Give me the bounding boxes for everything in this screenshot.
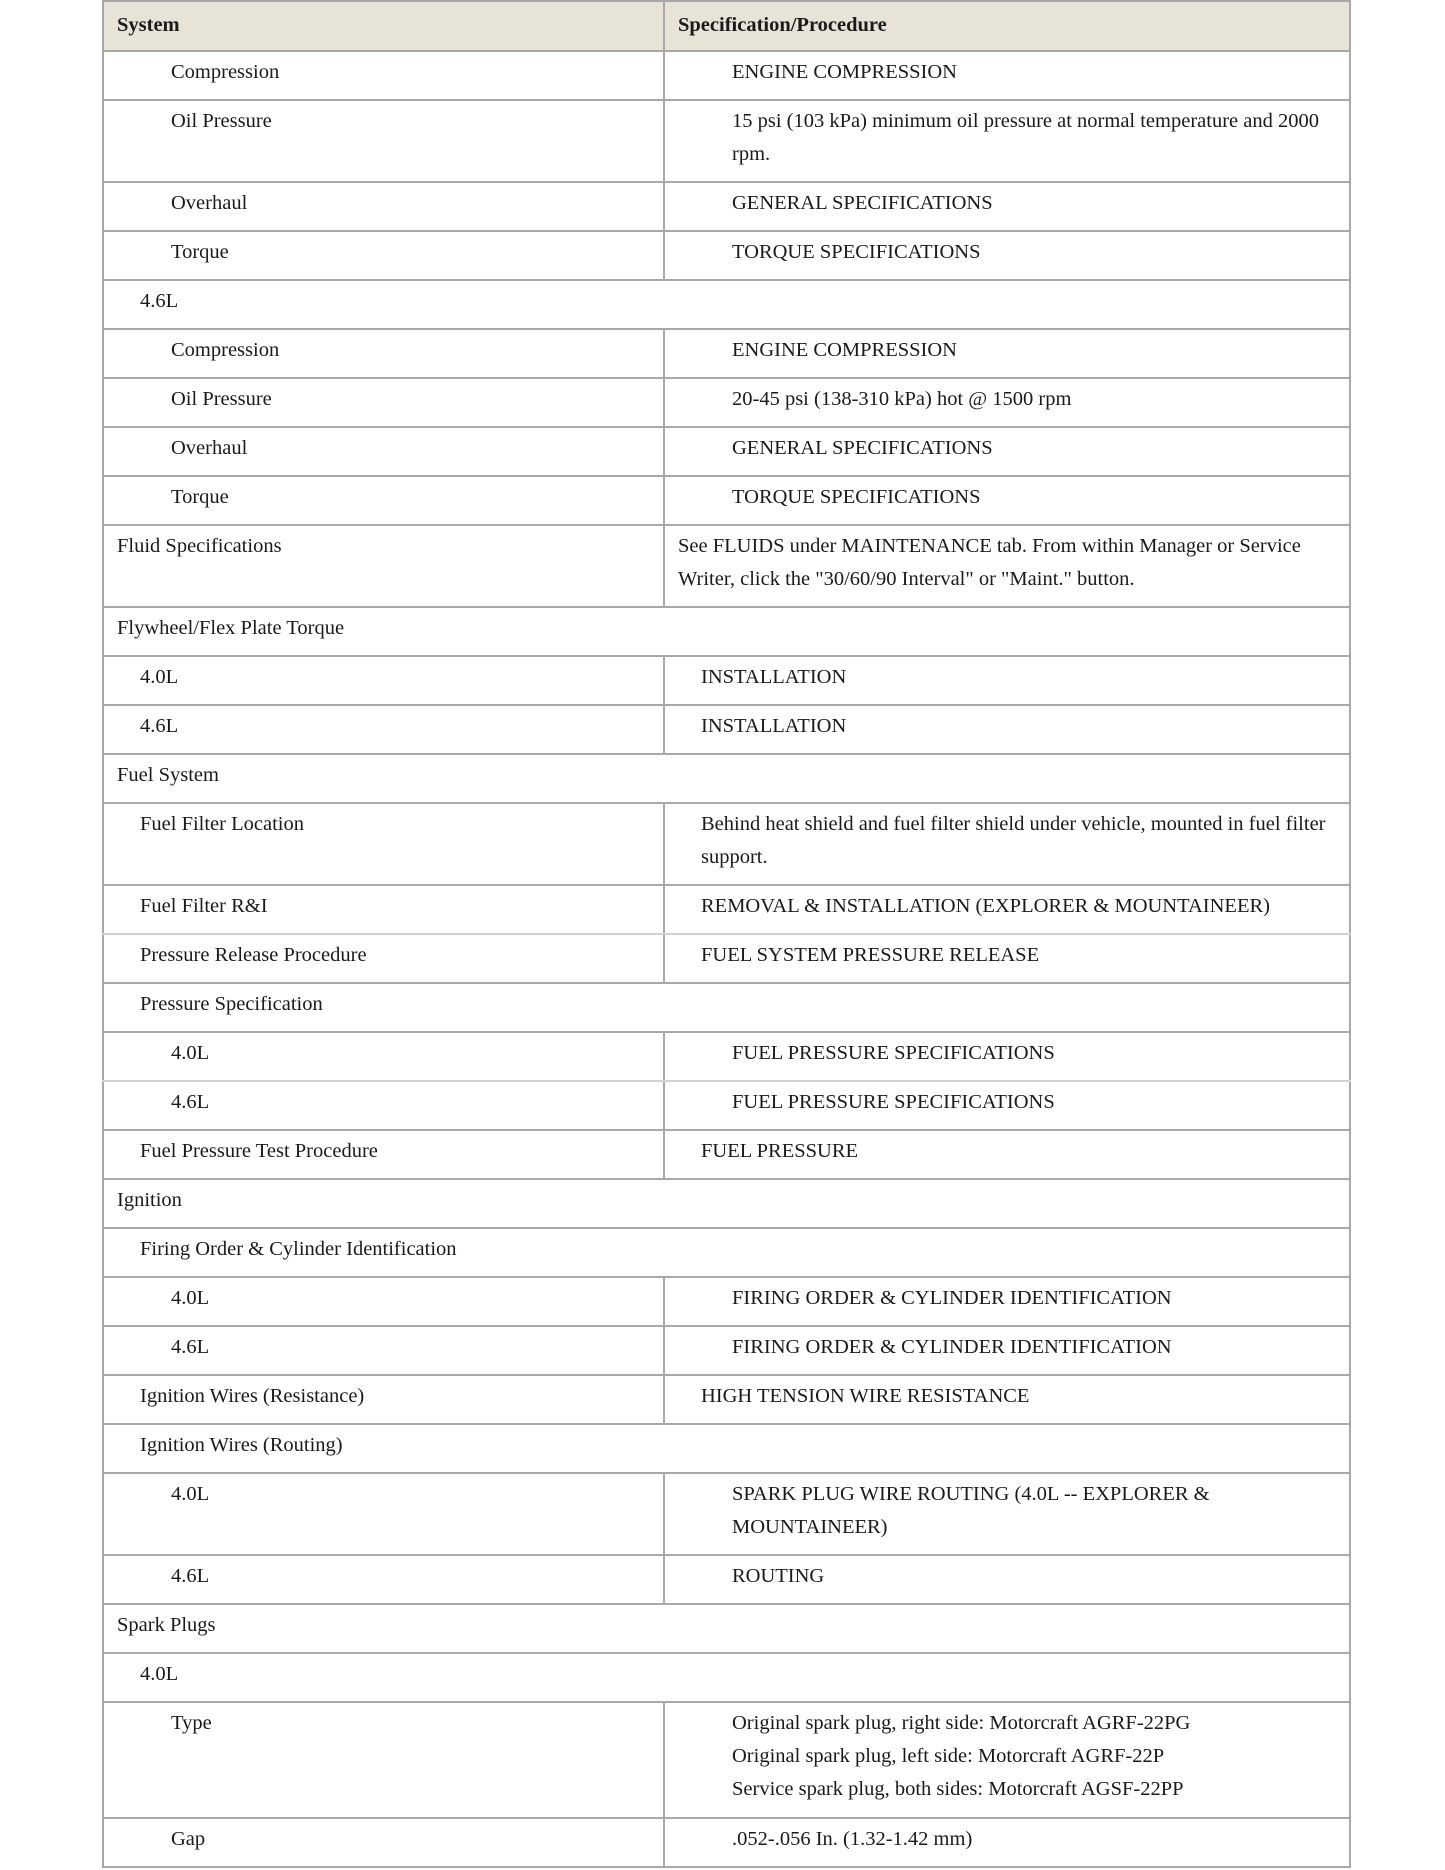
value-line: Original spark plug, left side: Motorcraft AGRF-22P (732, 1745, 1165, 1767)
row-label: 4.6L (103, 1081, 664, 1130)
row-value: FUEL PRESSURE SPECIFICATIONS (664, 1081, 1350, 1130)
row-label: Compression (103, 329, 664, 378)
group-label: Pressure Specification (103, 983, 1350, 1032)
table-row (103, 1326, 1350, 1375)
group-row (103, 1604, 1350, 1653)
table-row (103, 1081, 1350, 1130)
row-value: FUEL PRESSURE (664, 1130, 1350, 1179)
row-label: 4.0L (103, 656, 664, 705)
table-row (103, 1032, 1350, 1081)
row-value: FUEL PRESSURE SPECIFICATIONS (664, 1032, 1350, 1081)
row-value: See FLUIDS under MAINTENANCE tab. From within Manager or Service Writer, click the "30/60/90 Interval" or "Maint." button. (664, 525, 1350, 607)
group-label: Ignition Wires (Routing) (103, 1424, 1350, 1473)
group-label: Flywheel/Flex Plate Torque (103, 607, 1350, 656)
table-row (103, 1375, 1350, 1424)
header-specification: Specification/Procedure (664, 1, 1350, 51)
group-row (103, 280, 1350, 329)
row-label: 4.0L (103, 1277, 664, 1326)
table-row (103, 378, 1350, 427)
row-label: Fuel Pressure Test Procedure (103, 1130, 664, 1179)
row-value: GENERAL SPECIFICATIONS (664, 427, 1350, 476)
row-label: 4.6L (103, 1555, 664, 1604)
row-label: Gap (103, 1818, 664, 1867)
table-row (103, 51, 1350, 100)
row-label: Ignition Wires (Resistance) (103, 1375, 664, 1424)
row-value: SPARK PLUG WIRE ROUTING (4.0L -- EXPLORER & MOUNTAINEER) (664, 1473, 1350, 1555)
table-row (103, 1130, 1350, 1179)
table-row (103, 1818, 1350, 1867)
row-label: Type (103, 1702, 664, 1818)
group-row (103, 1228, 1350, 1277)
group-row (103, 983, 1350, 1032)
table-row (103, 182, 1350, 231)
group-row (103, 1653, 1350, 1702)
group-label: Ignition (103, 1179, 1350, 1228)
table-row (103, 656, 1350, 705)
row-label: Torque (103, 476, 664, 525)
row-value: TORQUE SPECIFICATIONS (664, 231, 1350, 280)
table-header-row (103, 1, 1350, 51)
row-value: ENGINE COMPRESSION (664, 51, 1350, 100)
value-line: Service spark plug, both sides: Motorcraft AGSF-22PP (732, 1778, 1184, 1800)
row-value: FIRING ORDER & CYLINDER IDENTIFICATION (664, 1277, 1350, 1326)
row-value: 20-45 psi (138-310 kPa) hot @ 1500 rpm (664, 378, 1350, 427)
table-row (103, 329, 1350, 378)
row-value: FUEL SYSTEM PRESSURE RELEASE (664, 934, 1350, 983)
row-label: Pressure Release Procedure (103, 934, 664, 983)
row-label: Oil Pressure (103, 378, 664, 427)
specification-table (102, 0, 1351, 1868)
row-value: 15 psi (103 kPa) minimum oil pressure at normal temperature and 2000 rpm. (664, 100, 1350, 182)
row-label: 4.0L (103, 1032, 664, 1081)
row-label: Fuel Filter R&I (103, 885, 664, 934)
row-value: GENERAL SPECIFICATIONS (664, 182, 1350, 231)
row-label: 4.0L (103, 1473, 664, 1555)
group-label: Firing Order & Cylinder Identification (103, 1228, 1350, 1277)
row-value: Behind heat shield and fuel filter shield under vehicle, mounted in fuel filter support. (664, 803, 1350, 885)
header-system: System (103, 1, 664, 51)
group-row (103, 1179, 1350, 1228)
table-row (103, 1702, 1350, 1818)
table-row (103, 1555, 1350, 1604)
table-row (103, 1277, 1350, 1326)
row-label: 4.6L (103, 1326, 664, 1375)
row-label: Fluid Specifications (103, 525, 664, 607)
row-value (664, 1702, 1350, 1818)
row-label: Overhaul (103, 182, 664, 231)
row-value: TORQUE SPECIFICATIONS (664, 476, 1350, 525)
group-label: Spark Plugs (103, 1604, 1350, 1653)
value-line: Original spark plug, right side: Motorcraft AGRF-22PG (732, 1712, 1191, 1734)
table-row (103, 803, 1350, 885)
table-row (103, 100, 1350, 182)
table-row (103, 934, 1350, 983)
row-label: Overhaul (103, 427, 664, 476)
group-label: 4.0L (103, 1653, 1350, 1702)
table-row (103, 705, 1350, 754)
row-value: .052-.056 In. (1.32-1.42 mm) (664, 1818, 1350, 1867)
row-value: FIRING ORDER & CYLINDER IDENTIFICATION (664, 1326, 1350, 1375)
row-label: Oil Pressure (103, 100, 664, 182)
table-row (103, 885, 1350, 934)
row-label: Fuel Filter Location (103, 803, 664, 885)
group-label: 4.6L (103, 280, 1350, 329)
row-value: ENGINE COMPRESSION (664, 329, 1350, 378)
group-row (103, 1424, 1350, 1473)
row-value: REMOVAL & INSTALLATION (EXPLORER & MOUNTAINEER) (664, 885, 1350, 934)
table-row (103, 231, 1350, 280)
table-row (103, 1473, 1350, 1555)
row-value: ROUTING (664, 1555, 1350, 1604)
group-row (103, 607, 1350, 656)
row-label: Torque (103, 231, 664, 280)
row-value: INSTALLATION (664, 705, 1350, 754)
row-value: HIGH TENSION WIRE RESISTANCE (664, 1375, 1350, 1424)
row-label: Compression (103, 51, 664, 100)
row-label: 4.6L (103, 705, 664, 754)
table-row (103, 427, 1350, 476)
row-value: INSTALLATION (664, 656, 1350, 705)
table-row (103, 476, 1350, 525)
group-row (103, 754, 1350, 803)
group-label: Fuel System (103, 754, 1350, 803)
table-row (103, 525, 1350, 607)
